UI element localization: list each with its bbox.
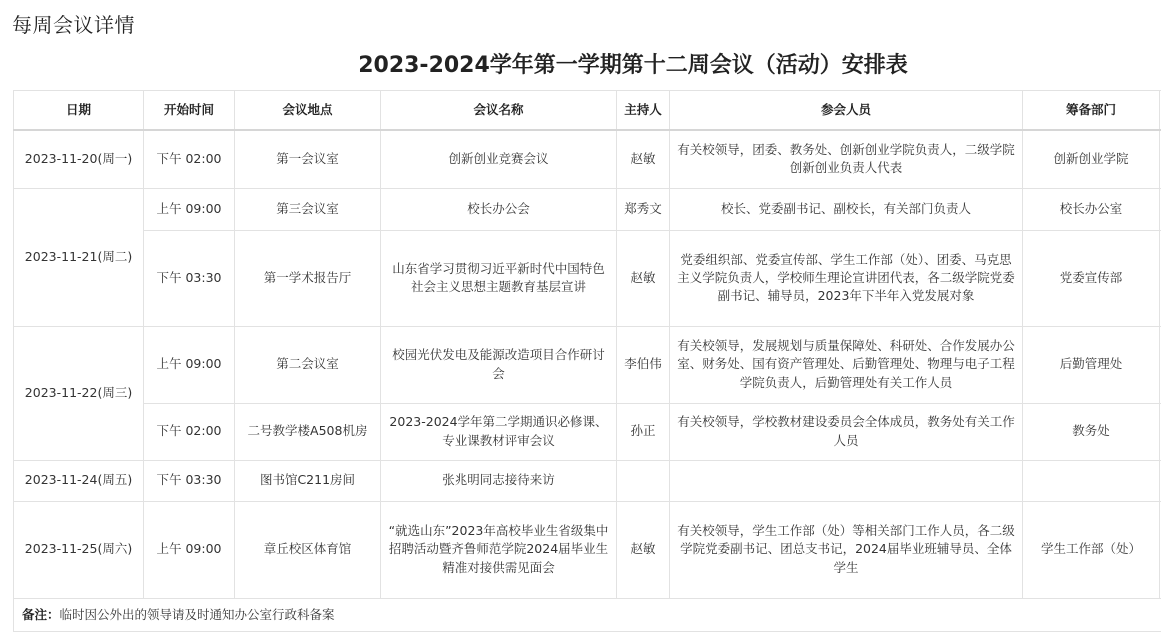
table-row [14, 230, 1161, 326]
participants-cell: 有关校领导，团委、教务处、创新创业学院负责人，二级学院创新创业负责人代表 [670, 130, 1023, 188]
page-heading: 每周会议详情 [12, 13, 135, 37]
table-row [14, 460, 1161, 501]
department-cell: 后勤管理处 [1023, 326, 1160, 403]
note-cell [14, 598, 1161, 631]
participants-cell [670, 460, 1023, 501]
header-department: 筹备部门 [1023, 91, 1160, 131]
meeting-name-cell: 创新创业竞赛会议 [381, 130, 617, 188]
header-date: 日期 [14, 91, 144, 131]
department-cell: 创新创业学院 [1023, 130, 1160, 188]
header-participants: 参会人员 [670, 91, 1023, 131]
date-cell: 2023-11-25(周六) [14, 501, 144, 598]
date-cell: 2023-11-21(周二) [14, 188, 144, 326]
host-cell: 郑秀文 [617, 188, 670, 230]
venue-cell: 第二会议室 [235, 326, 381, 403]
date-cell: 2023-11-24(周五) [14, 460, 144, 501]
note-text: 临时因公外出的领导请及时通知办公室行政科备案 [59, 606, 335, 622]
header-meeting-name: 会议名称 [381, 91, 617, 131]
host-cell: 赵敏 [617, 130, 670, 188]
time-cell: 下午 03:30 [144, 230, 235, 326]
venue-cell: 图书馆C211房间 [235, 460, 381, 501]
department-cell: 党委宣传部 [1023, 230, 1160, 326]
table-row [14, 188, 1161, 230]
note-label: 备注： [22, 606, 60, 622]
time-cell: 下午 02:00 [144, 130, 235, 188]
table-title: 2023-2024学年第一学期第十二周会议（活动）安排表 [358, 53, 908, 78]
participants-cell: 党委组织部、党委宣传部、学生工作部（处）、团委、马克思主义学院负责人，学校师生理论宣讲团代表，各二级学院党委副书记、辅导员，2023年下半年入党发展对象 [670, 230, 1023, 326]
venue-cell: 二号教学楼A508机房 [235, 403, 381, 460]
meeting-name-cell: 山东省学习贯彻习近平新时代中国特色社会主义思想主题教育基层宣讲 [381, 230, 617, 326]
header-row [14, 91, 1161, 131]
meeting-name-cell: 张兆明同志接待来访 [381, 460, 617, 501]
host-cell: 赵敏 [617, 501, 670, 598]
venue-cell: 第一会议室 [235, 130, 381, 188]
time-cell: 上午 09:00 [144, 501, 235, 598]
table-row [14, 403, 1161, 460]
department-cell [1023, 460, 1160, 501]
table-row [14, 326, 1161, 403]
participants-cell: 有关校领导，学校教材建设委员会全体成员，教务处有关工作人员 [670, 403, 1023, 460]
participants-cell: 有关校领导，发展规划与质量保障处、科研处、合作发展办公室、财务处、国有资产管理处、后勤管理处、物理与电子工程学院负责人，后勤管理处有关工作人员 [670, 326, 1023, 403]
meeting-name-cell: “就选山东”2023年高校毕业生省级集中招聘活动暨齐鲁师范学院2024届毕业生精准对接供需见面会 [381, 501, 617, 598]
host-cell: 赵敏 [617, 230, 670, 326]
header-venue: 会议地点 [235, 91, 381, 131]
date-cell: 2023-11-22(周三) [14, 326, 144, 460]
host-cell: 李伯伟 [617, 326, 670, 403]
note-row [14, 598, 1161, 631]
time-cell: 下午 02:00 [144, 403, 235, 460]
department-cell: 校长办公室 [1023, 188, 1160, 230]
host-cell [617, 460, 670, 501]
department-cell: 教务处 [1023, 403, 1160, 460]
header-host: 主持人 [617, 91, 670, 131]
date-cell: 2023-11-20(周一) [14, 130, 144, 188]
table-row [14, 130, 1161, 188]
time-cell: 上午 09:00 [144, 188, 235, 230]
meeting-name-cell: 2023-2024学年第二学期通识必修课、专业课教材评审会议 [381, 403, 617, 460]
schedule-table [13, 90, 1161, 632]
venue-cell: 第一学术报告厅 [235, 230, 381, 326]
meeting-name-cell: 校长办公会 [381, 188, 617, 230]
venue-cell: 章丘校区体育馆 [235, 501, 381, 598]
time-cell: 下午 03:30 [144, 460, 235, 501]
meeting-name-cell: 校园光伏发电及能源改造项目合作研讨会 [381, 326, 617, 403]
participants-cell: 校长、党委副书记、副校长，有关部门负责人 [670, 188, 1023, 230]
header-time: 开始时间 [144, 91, 235, 131]
host-cell: 孙正 [617, 403, 670, 460]
venue-cell: 第三会议室 [235, 188, 381, 230]
table-row [14, 501, 1161, 598]
department-cell: 学生工作部（处） [1023, 501, 1160, 598]
participants-cell: 有关校领导，学生工作部（处）等相关部门工作人员，各二级学院党委副书记、团总支书记，2024届毕业班辅导员、全体学生 [670, 501, 1023, 598]
time-cell: 上午 09:00 [144, 326, 235, 403]
